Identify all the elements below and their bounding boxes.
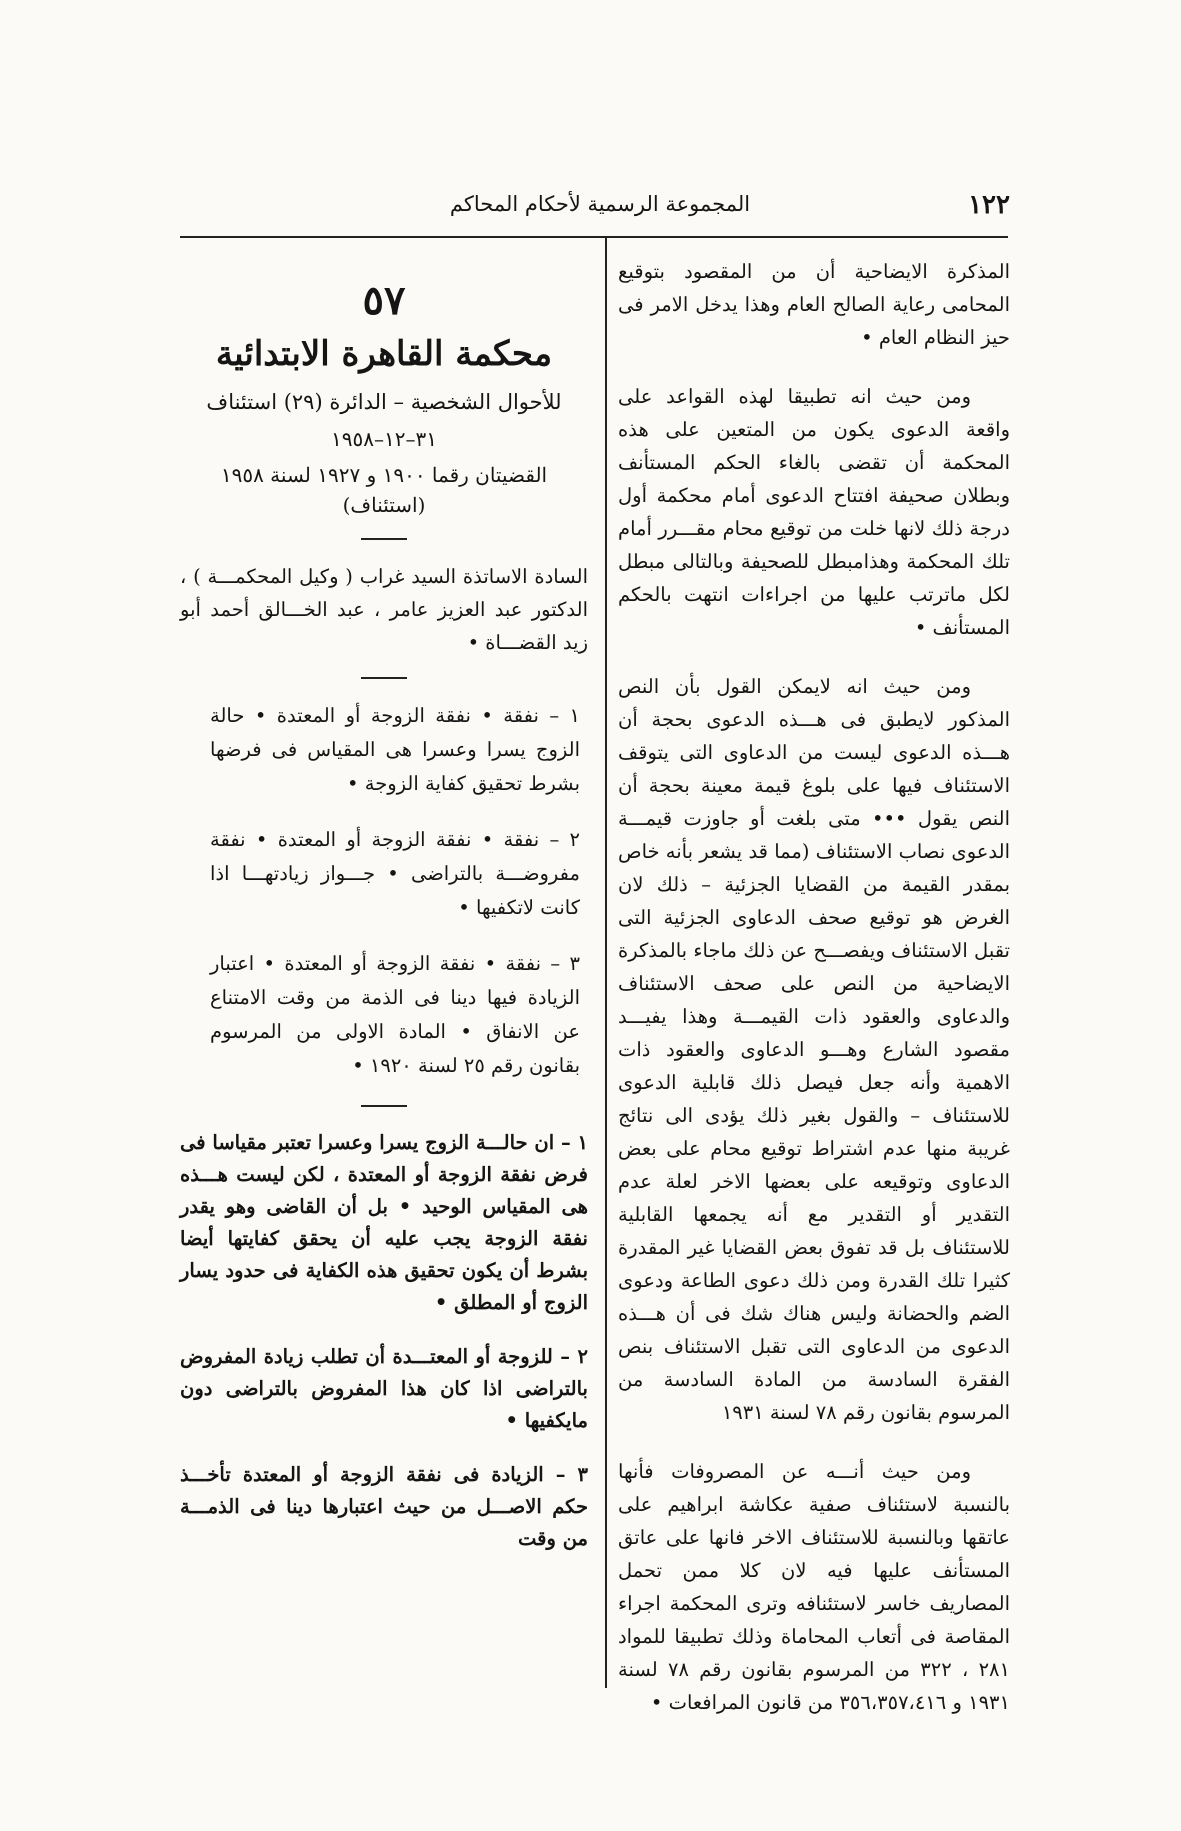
page-number: ١٢٢ [968, 190, 1010, 220]
paragraph: ومن حيث انه لايمكن القول بأن النص المذكور لايطبق فى هـــذه الدعوى بحجة أن هـــذه الدعوى ليست من الدعاوى التى يتوقف الاستئناف فيها على بلوغ قيمة معينة بحجة أن النص يقول ••• متى بلغت أو جاوزت قيمـــة الدعوى نصاب الاستئناف (مما قد يشعر بأنه خاص بمقدر القيمة من القضايا الجزئية – ذلك لان الغرض هو توقيع صحف الدعاوى الجزئية التى تقبل الاستئناف ويفصـــح عن ذلك ماجاء بالمذكرة الايضاحية من النص على صحف الاستئناف والدعاوى والعقود ذات القيمـــة وهذا يفيـــد مقصود الشارع وهـــو الدعاوى والعقود ذات الاهمية وأنه جعل فيصل ذلك قابلية الدعوى للاستئناف – والقول بغير ذلك يؤدى الى نتائج غريبة منها عدم اشتراط توقيع محام على بعض الدعاوى وتوقيعه على بعضها الاخر لعلة عدم التقدير أو التقدير مع أنه يجمعها القابلية للاستئناف بل قد تفوق بعض القضايا غير المقدرة كثيرا تلك القدرة ومن ذلك دعوى الطاعة ودعوى الضم والحضانة وليس هناك شك فى أن هـــذه الدعوى من الدعاوى التى تقبل الاستئناف بنص الفقرة السادسة من المادة السادسة من المرسوم بقانون رقم ٧٨ لسنة ١٩٣١ [618, 675, 1010, 1424]
headnote: ٣ – نفقة • نفقة الزوجة أو المعتدة • اعتبار الزيادة فيها دينا فى الذمة من وقت الامتناع عن الانفاق • المادة الاولى من المرسوم بقانون رقم ٢٥ لسنة ١٩٢٠ • [210, 952, 580, 1077]
case-number: ٥٧ [362, 277, 406, 324]
headnote: ١ – نفقة • نفقة الزوجة أو المعتدة • حالة الزوج يسرا وعسرا هى المقياس فى فرضها بشرط تحقيق كفاية الزوجة • [210, 704, 580, 795]
legal-principle: ٣ – الزيادة فى نفقة الزوجة أو المعتدة تأخـــذ حكم الاصـــل من حيث اعتبارها دينا فى الذمـــة من وقت [180, 1463, 588, 1550]
court-division: للأحوال الشخصية – الدائرة (٢٩) استئناف [206, 390, 562, 414]
headnote: ٢ – نفقة • نفقة الزوجة أو المعتدة • نفقة مفروضـــة بالتراضى • جـــواز زيادتهـــا اذا كانت لاتكفيها • [210, 828, 580, 919]
legal-principle: ٢ – للزوجة أو المعتـــدة أن تطلب زيادة المفروض بالتراضى اذا كان هذا المفروض بالتراضى دون مايكفيها • [180, 1345, 588, 1432]
running-title: المجموعة الرسمية لأحكام المحاكم [449, 192, 751, 216]
bench-judges: السادة الاساتذة السيد غراب ( وكيل المحكمـــة ) ، الدكتور عبد العزيز عامر ، عبد الخـــالق أحمد أبو زيد القضـــاة • [180, 565, 588, 654]
judgment-date: ٣١–١٢–١٩٥٨ [331, 427, 437, 451]
page-header [180, 190, 1010, 230]
divider-rule [361, 1105, 407, 1107]
case-references: القضيتان رقما ١٩٠٠ و ١٩٢٧ لسنة ١٩٥٨ (استئناف) [220, 463, 548, 517]
divider-rule [361, 677, 407, 679]
column-divider [605, 238, 607, 1688]
right-column [618, 255, 1010, 1745]
left-column [180, 278, 588, 1577]
legal-principle: ١ – ان حالـــة الزوج يسرا وعسرا تعتبر مقياسا فى فرض نفقة الزوجة أو المعتدة ، لكن ليست هـــذه هى المقياس الوحيد • بل أن القاضى وهو يقدر نفقة الزوجة يجب عليه أن يحقق كفايتها أيضا بشرط أن يكون تحقيق هذه الكفاية فى حدود يسار الزوج أو المطلق • [180, 1131, 588, 1314]
paragraph: ومن حيث انه تطبيقا لهذه القواعد على واقعة الدعوى يكون من المتعين على هذه المحكمة أن تقضى بالغاء الحكم المستأنف وبطلان صحيفة افتتاح الدعوى أمام محكمة أول درجة ذلك لانها خلت من توقيع محام مقـــرر أمام تلك المحكمة وهذامبطل للصحيفة وبالتالى مبطل لكل ماترتب عليها من اجراءات انتهت بالحكم المستأنف • [618, 385, 1010, 639]
divider-rule [361, 538, 407, 540]
header-rule [180, 236, 1008, 238]
paragraph: ومن حيث أنـــه عن المصروفات فأنها بالنسبة لاستئناف صفية عكاشة ابراهيم على عاتقها وبالنسبة للاستئناف الاخر فانها على عاتق المستأنف عليها فيه لان كلا ممن تحمل المصاريف خاسر لاستئنافه وترى المحكمة اجراء المقاصة فى أتعاب المحاماة وذلك تطبيقا للمواد ٢٨١ ، ٣٢٢ من المرسوم بقانون رقم ٧٨ لسنة ١٩٣١ و ٣٥٦،٣٥٧،٤١٦ من قانون المرافعات • [618, 1460, 1010, 1714]
paragraph: المذكرة الايضاحية أن من المقصود بتوقيع المحامى رعاية الصالح العام وهذا يدخل الامر فى حيز النظام العام • [618, 260, 1010, 349]
court-name: محكمة القاهرة الابتدائية [215, 334, 553, 374]
